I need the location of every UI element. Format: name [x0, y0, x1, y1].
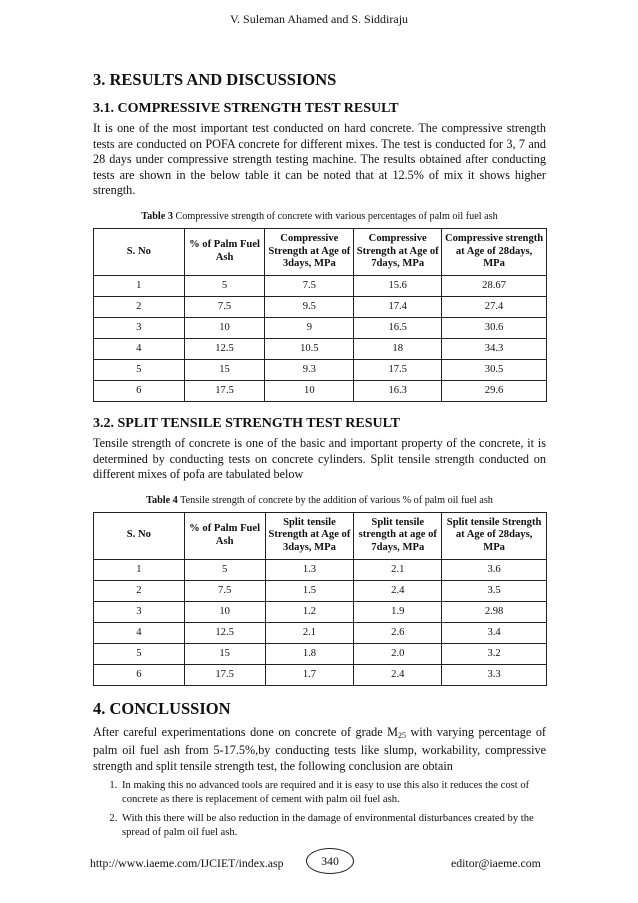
conclusion-list	[93, 779, 546, 840]
table-cell: 6	[94, 664, 185, 685]
table-cell: 30.5	[442, 359, 547, 380]
table-header-cell: Compressive strength at Age of 28days, MPa	[442, 228, 547, 275]
table-row	[94, 359, 547, 380]
table-cell: 2.4	[354, 664, 442, 685]
table-cell: 3.3	[442, 664, 547, 685]
table-header-cell: % of Palm Fuel Ash	[184, 228, 265, 275]
table-cell: 5	[94, 359, 185, 380]
table-cell: 28.67	[442, 275, 547, 296]
table-4-split-tensile-strength	[93, 512, 547, 686]
table-cell: 1.7	[265, 664, 354, 685]
table-4-caption-text: Tensile strength of concrete by the addition of various % of palm oil fuel ash	[180, 494, 493, 506]
table-cell: 7.5	[184, 580, 265, 601]
table-cell: 10	[184, 317, 265, 338]
subsection-3-1-heading: 3.1. COMPRESSIVE STRENGTH TEST RESULT	[93, 101, 399, 116]
table-cell: 17.5	[184, 664, 265, 685]
table-cell: 10	[184, 601, 265, 622]
table-cell: 18	[354, 338, 442, 359]
table-row	[94, 559, 547, 580]
table-cell: 1.3	[265, 559, 354, 580]
table-cell: 7.5	[184, 296, 265, 317]
table-header-cell: S. No	[94, 228, 185, 275]
table-cell: 17.4	[354, 296, 442, 317]
table-cell: 29.6	[442, 380, 547, 401]
page-footer	[0, 848, 638, 874]
table-header-cell: Split tensile Strength at Age of 3days, MPa	[265, 512, 354, 559]
table-header-cell: S. No	[94, 512, 185, 559]
table-cell: 17.5	[354, 359, 442, 380]
table-cell: 10	[265, 380, 354, 401]
table-header-row	[94, 228, 547, 275]
table-cell: 34.3	[442, 338, 547, 359]
table-header-cell: Compressive Strength at Age of 3days, MPa	[265, 228, 354, 275]
running-head: V. Suleman Ahamed and S. Siddiraju	[229, 12, 409, 26]
table-row	[94, 296, 547, 317]
page-content	[93, 70, 546, 845]
table-row	[94, 580, 547, 601]
table-cell: 12.5	[184, 338, 265, 359]
table-cell: 3	[94, 601, 185, 622]
section-4-heading: 4. CONCLUSSION	[93, 698, 231, 718]
grade-subscript: 25	[398, 730, 406, 740]
table-4-caption	[93, 495, 546, 506]
table-cell: 16.5	[354, 317, 442, 338]
table-cell: 1.8	[265, 643, 354, 664]
subsection-3-2-paragraph: Tensile strength of concrete is one of the basic and important property of the concrete, it is determined by conducting tests on concrete cylinders. Split tensile strength conducted on different mixes of pofa are tabulated below	[93, 435, 546, 482]
table-cell: 3	[94, 317, 185, 338]
table-header-cell: Split tensile strength at age of 7days, MPa	[354, 512, 442, 559]
conclusion-paragraph	[93, 725, 546, 775]
table-cell: 15	[184, 359, 265, 380]
list-item: 1. In making this no advanced tools are required and it is easy to use this also it reduces the cost of concrete as there is replacement of cement with palm oil fuel ash.	[120, 779, 546, 807]
table-cell: 1	[94, 275, 185, 296]
table-cell: 15.6	[354, 275, 442, 296]
table-cell: 1	[94, 559, 185, 580]
table-cell: 2.98	[442, 601, 547, 622]
footer-url-link[interactable]: http://www.iaeme.com/IJCIET/index.asp	[90, 856, 284, 870]
table-header-cell: Compressive Strength at Age of 7days, MPa	[354, 228, 442, 275]
table-row	[94, 380, 547, 401]
table-cell: 9.3	[265, 359, 354, 380]
table-3-caption	[93, 211, 546, 222]
table-cell: 1.5	[265, 580, 354, 601]
table-cell: 2.6	[354, 622, 442, 643]
table-cell: 4	[94, 338, 185, 359]
table-cell: 2	[94, 296, 185, 317]
table-cell: 3.5	[442, 580, 547, 601]
table-cell: 15	[184, 643, 265, 664]
table-cell: 2.1	[265, 622, 354, 643]
conclusion-text-start: After careful experimentations done on concrete of grade M	[93, 724, 398, 739]
subsection-3-2-heading: 3.2. SPLIT TENSILE STRENGTH TEST RESULT	[93, 415, 400, 431]
table-cell: 10.5	[265, 338, 354, 359]
table-cell: 27.4	[442, 296, 547, 317]
table-row	[94, 664, 547, 685]
table-cell: 6	[94, 380, 185, 401]
table-3-caption-text: Compressive strength of concrete with various percentages of palm oil fuel ash	[175, 210, 498, 222]
table-cell: 30.6	[442, 317, 547, 338]
table-cell: 17.5	[184, 380, 265, 401]
table-row	[94, 275, 547, 296]
table-cell: 2	[94, 580, 185, 601]
section-3-heading: 3. RESULTS AND DISCUSSIONS	[93, 70, 337, 89]
table-cell: 5	[184, 275, 265, 296]
table-cell: 2.1	[354, 559, 442, 580]
table-cell: 12.5	[184, 622, 265, 643]
table-cell: 1.9	[354, 601, 442, 622]
table-3-caption-label: Table 3	[141, 210, 173, 222]
table-cell: 9	[265, 317, 354, 338]
table-row	[94, 601, 547, 622]
page-number: 340	[306, 848, 354, 874]
table-row	[94, 622, 547, 643]
footer-email-link[interactable]: editor@iaeme.com	[451, 856, 541, 870]
table-row	[94, 643, 547, 664]
table-cell: 5	[94, 643, 185, 664]
table-row	[94, 317, 547, 338]
conclusion-text-end: with varying percentage of palm oil fuel ash from 5-17.5%,by conducting tests like slump, workability, compressive strength and split tensile strength test, the following conclusion are obtain	[93, 724, 546, 773]
table-cell: 2.4	[354, 580, 442, 601]
table-cell: 9.5	[265, 296, 354, 317]
table-4-caption-label: Table 4	[146, 494, 178, 506]
table-cell: 3.6	[442, 559, 547, 580]
table-cell: 4	[94, 622, 185, 643]
table-3-compressive-strength	[93, 228, 547, 402]
table-cell: 7.5	[265, 275, 354, 296]
table-cell: 1.2	[265, 601, 354, 622]
table-cell: 5	[184, 559, 265, 580]
table-row	[94, 338, 547, 359]
table-cell: 2.0	[354, 643, 442, 664]
table-cell: 16.3	[354, 380, 442, 401]
table-header-cell: Split tensile Strength at Age of 28days, MPa	[442, 512, 547, 559]
table-cell: 3.2	[442, 643, 547, 664]
table-cell: 3.4	[442, 622, 547, 643]
list-item: 2. With this there will be also reduction in the damage of environmental disturbances created by the spread of palm oil fuel ash.	[120, 812, 546, 840]
table-header-row	[94, 512, 547, 559]
subsection-3-1-paragraph: It is one of the most important test conducted on hard concrete. The compressive strength tests are conducted on POFA concrete for different mixes. The test is conducted for 3, 7 and 28 days under compressive strength testing machine. The results obtained after conducting tests are shown in the below table it can be noted that at 12.5% of mix it shows higher strength.	[93, 121, 546, 198]
table-header-cell: % of Palm Fuel Ash	[184, 512, 265, 559]
